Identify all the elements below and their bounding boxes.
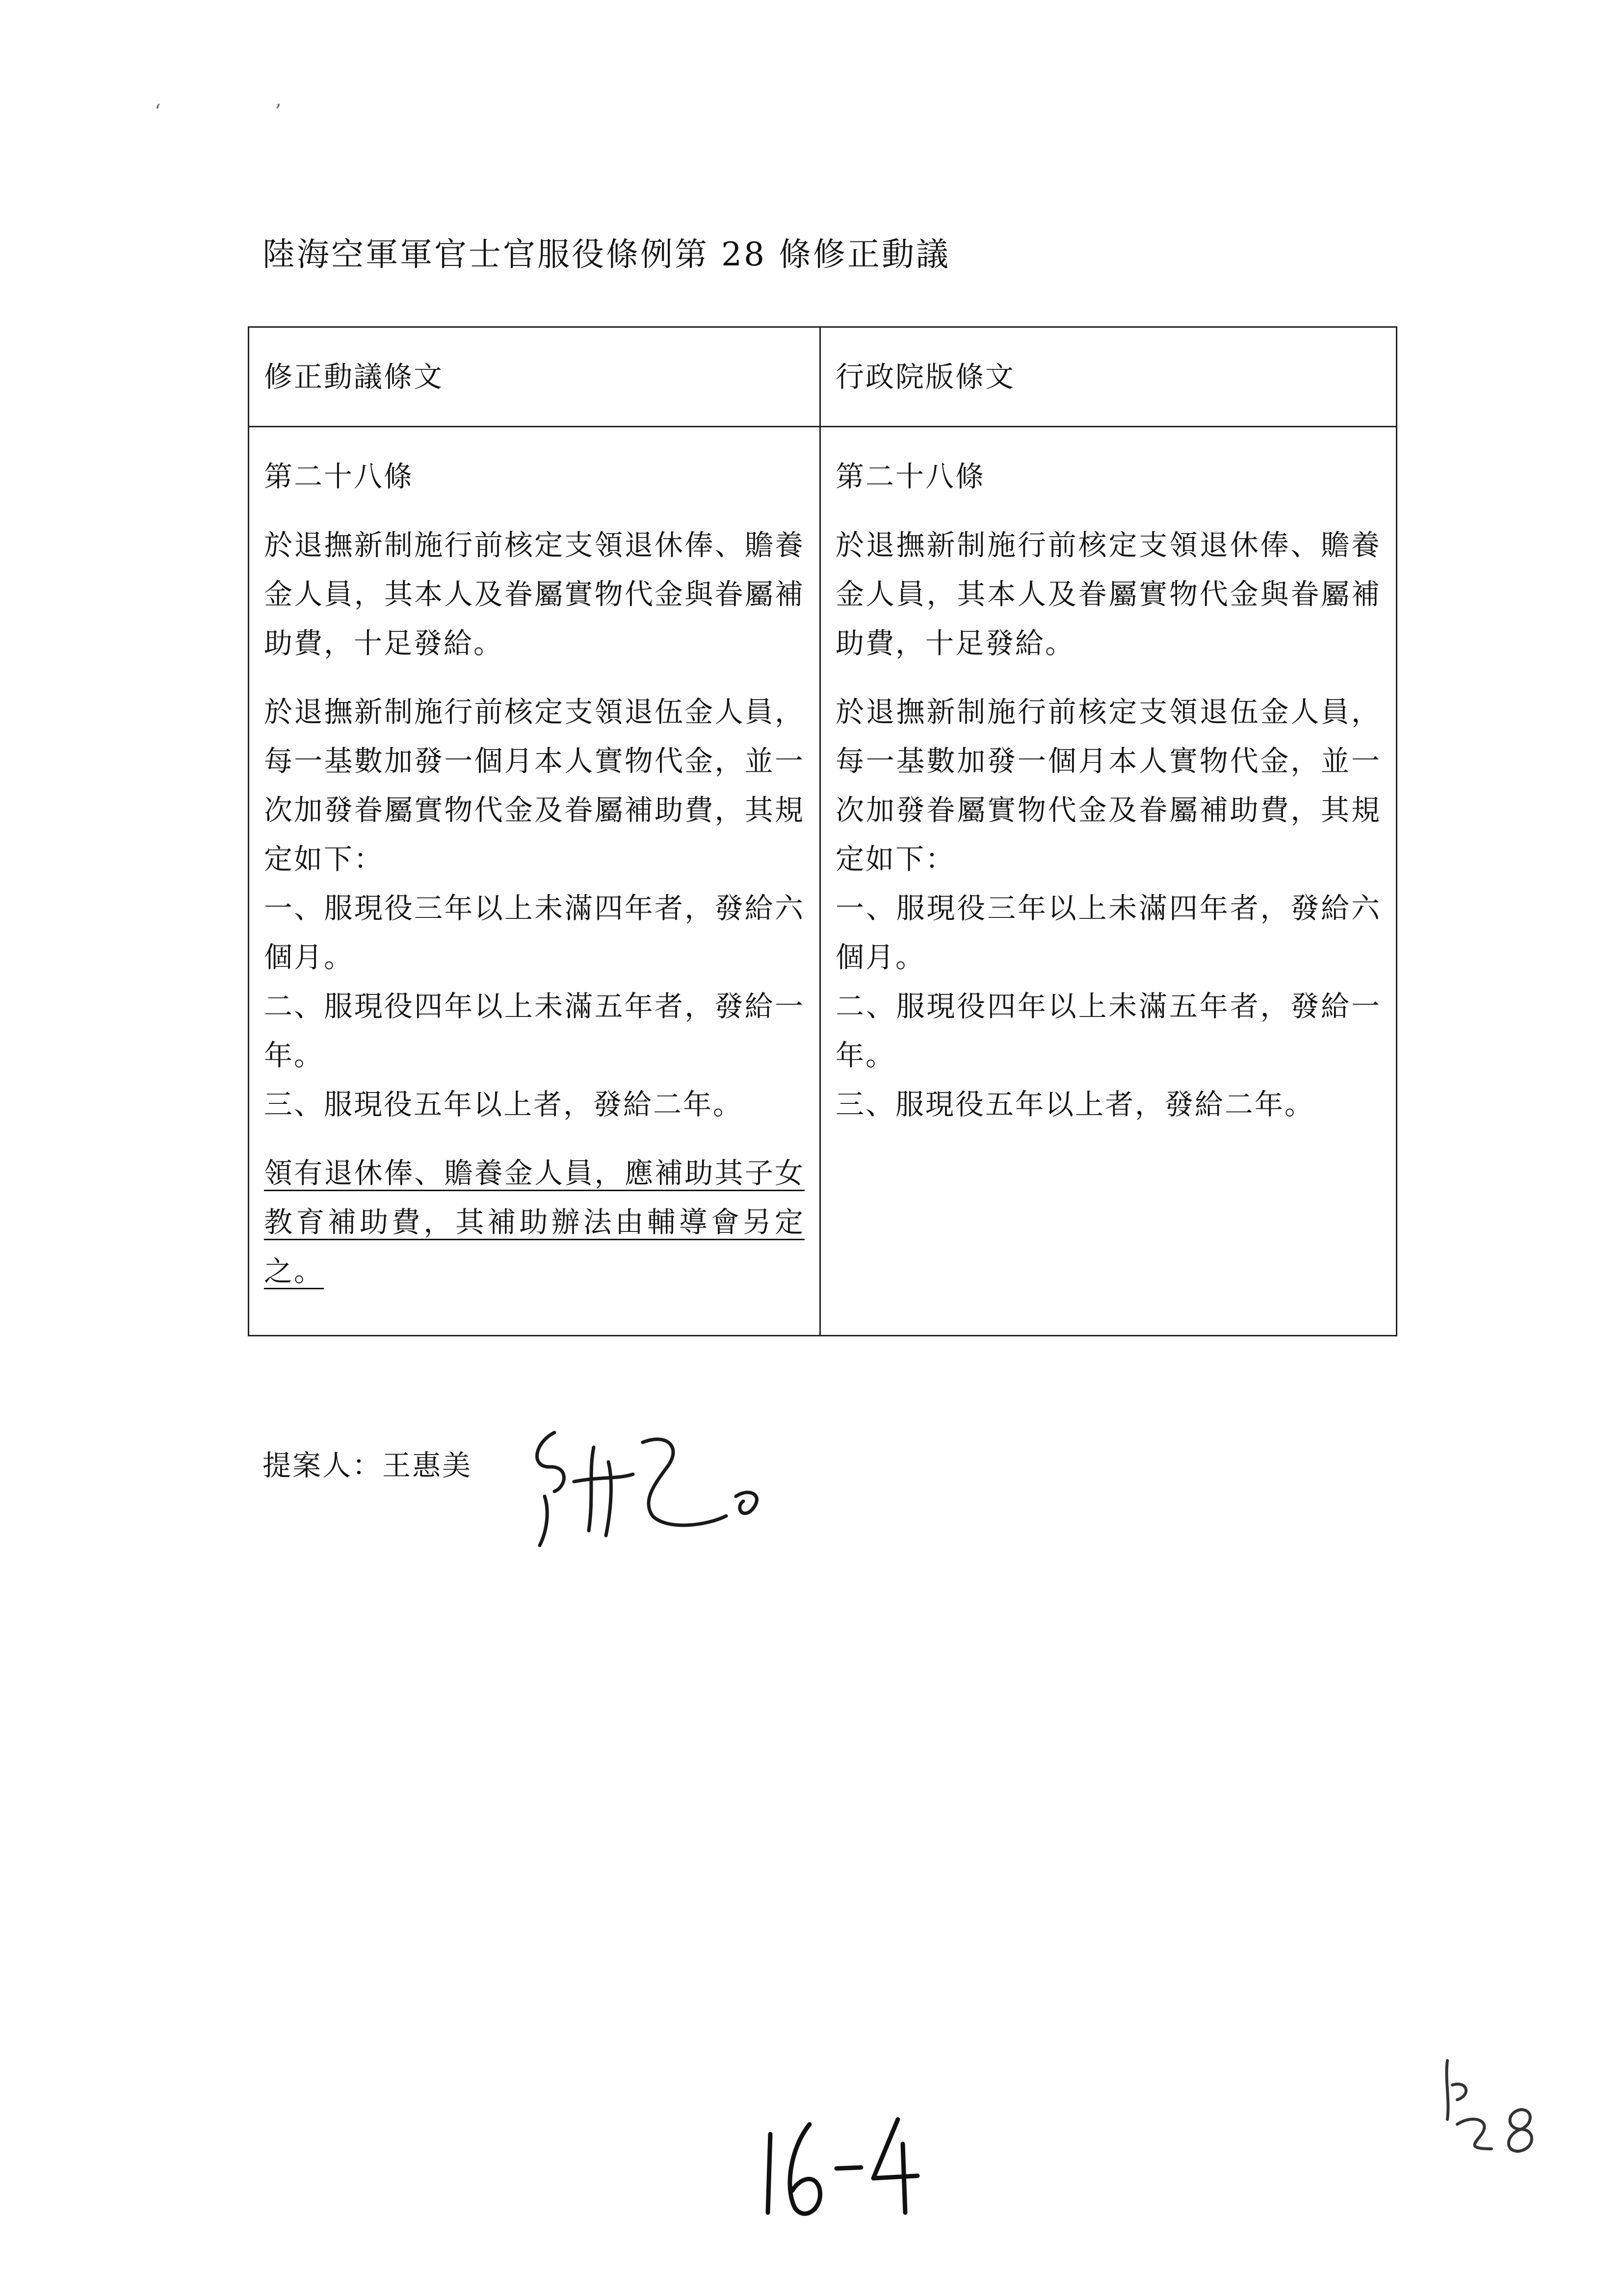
paragraph-2-block (836, 687, 1381, 1129)
table-header-row (249, 327, 1397, 427)
executive-column (820, 427, 1397, 1336)
table-body-row (249, 427, 1397, 1336)
handwritten-side-number (1438, 2051, 1565, 2164)
list-item: 二、服現役四年以上未滿五年者，發給一年。 (264, 990, 805, 1072)
paragraph-2: 於退撫新制施行前核定支領退伍金人員，每一基數加發一個月本人實物代金，並一次加發眷屬實物代金及眷屬補助費，其規定如下： (264, 695, 805, 876)
handwritten-page-number (756, 2105, 932, 2227)
handwritten-signature (520, 1413, 775, 1560)
paragraph-1: 於退撫新制施行前核定支領退休俸、贍養金人員，其本人及眷屬實物代金與眷屬補助費，十足發給。 (836, 528, 1381, 660)
paragraph-2-block (264, 687, 805, 1129)
paragraph-1: 於退撫新制施行前核定支領退休俸、贍養金人員，其本人及眷屬實物代金與眷屬補助費，十足發給。 (264, 528, 805, 660)
paragraph-3-added (264, 1148, 805, 1296)
header-amendment: 修正動議條文 (249, 327, 820, 427)
article-heading: 第二十八條 (264, 460, 414, 493)
comparison-table (248, 326, 1397, 1336)
paragraph-2: 於退撫新制施行前核定支領退伍金人員，每一基數加發一個月本人實物代金，並一次加發眷屬實物代金及眷屬補助費，其規定如下： (836, 695, 1381, 876)
header-executive-version: 行政院版條文 (820, 327, 1397, 427)
list-item: 一、服現役三年以上未滿四年者，發給六個月。 (264, 891, 805, 974)
list-item: 二、服現役四年以上未滿五年者，發給一年。 (836, 990, 1381, 1072)
article-heading: 第二十八條 (836, 460, 986, 493)
added-text: 領有退休俸、贍養金人員，應補助其子女教育補助費，其補助辦法由輔導會另定之。 (264, 1156, 805, 1288)
list-item: 三、服現役五年以上者，發給二年。 (264, 1088, 743, 1121)
document-title: 陸海空軍軍官士官服役條例第 28 條修正動議 (262, 235, 950, 273)
proposer-line: 提案人：王惠美 (262, 1449, 472, 1482)
corner-marks: ‘ ’ (155, 101, 336, 123)
list-item: 三、服現役五年以上者，發給二年。 (836, 1088, 1315, 1121)
list-item: 一、服現役三年以上未滿四年者，發給六個月。 (836, 891, 1381, 974)
amendment-column (249, 427, 820, 1336)
